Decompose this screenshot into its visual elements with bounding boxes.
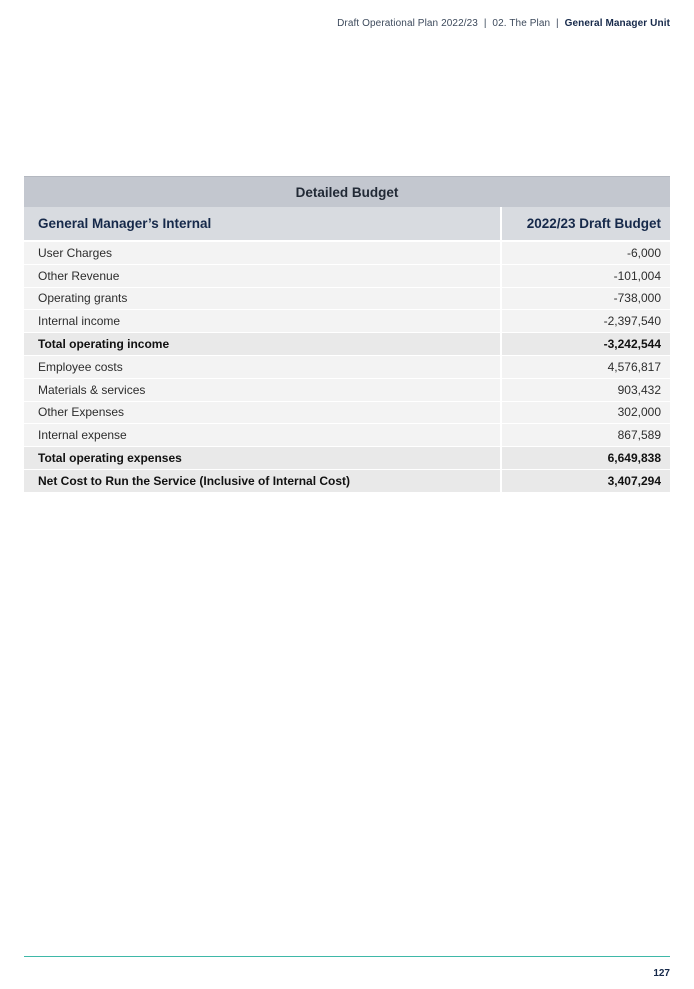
table-row: [24, 356, 670, 379]
header-doc-title: Draft Operational Plan 2022/23: [337, 18, 478, 29]
header-unit: General Manager Unit: [564, 18, 670, 29]
row-value: 867,589: [502, 424, 670, 447]
table-row: [24, 310, 670, 333]
row-value: 302,000: [502, 402, 670, 425]
column-header-value: 2022/23 Draft Budget: [502, 207, 670, 242]
table-title-row: [24, 176, 670, 207]
table-row: [24, 379, 670, 402]
table-row: [24, 424, 670, 447]
row-label: Other Revenue: [24, 265, 502, 288]
table-row: [24, 402, 670, 425]
row-label: Total operating expenses: [24, 447, 502, 470]
row-label: Total operating income: [24, 333, 502, 356]
table-row: [24, 288, 670, 311]
row-value: 3,407,294: [502, 470, 670, 493]
total-row: [24, 333, 670, 356]
detailed-budget-table: [24, 176, 670, 493]
net-cost-row: [24, 470, 670, 493]
row-label: Net Cost to Run the Service (Inclusive of Internal Cost): [24, 470, 502, 493]
row-label: User Charges: [24, 242, 502, 265]
table-row: [24, 242, 670, 265]
row-label: Other Expenses: [24, 402, 502, 425]
row-value: 6,649,838: [502, 447, 670, 470]
table-title: Detailed Budget: [24, 176, 670, 207]
row-label: Internal income: [24, 310, 502, 333]
row-label: Materials & services: [24, 379, 502, 402]
column-header-label: General Manager’s Internal: [24, 207, 502, 242]
row-value: -2,397,540: [502, 310, 670, 333]
table-row: [24, 265, 670, 288]
header-section: 02. The Plan: [492, 18, 551, 29]
running-header: [337, 18, 670, 29]
row-value: -738,000: [502, 288, 670, 311]
table-header-row: [24, 207, 670, 242]
header-separator: |: [556, 18, 559, 29]
row-label: Operating grants: [24, 288, 502, 311]
row-value: -101,004: [502, 265, 670, 288]
row-value: 4,576,817: [502, 356, 670, 379]
header-separator: |: [483, 18, 490, 29]
total-row: [24, 447, 670, 470]
row-label: Employee costs: [24, 356, 502, 379]
row-value: 903,432: [502, 379, 670, 402]
row-value: -3,242,544: [502, 333, 670, 356]
footer-divider: [24, 956, 670, 957]
row-value: -6,000: [502, 242, 670, 265]
page-number: 127: [653, 968, 670, 979]
row-label: Internal expense: [24, 424, 502, 447]
